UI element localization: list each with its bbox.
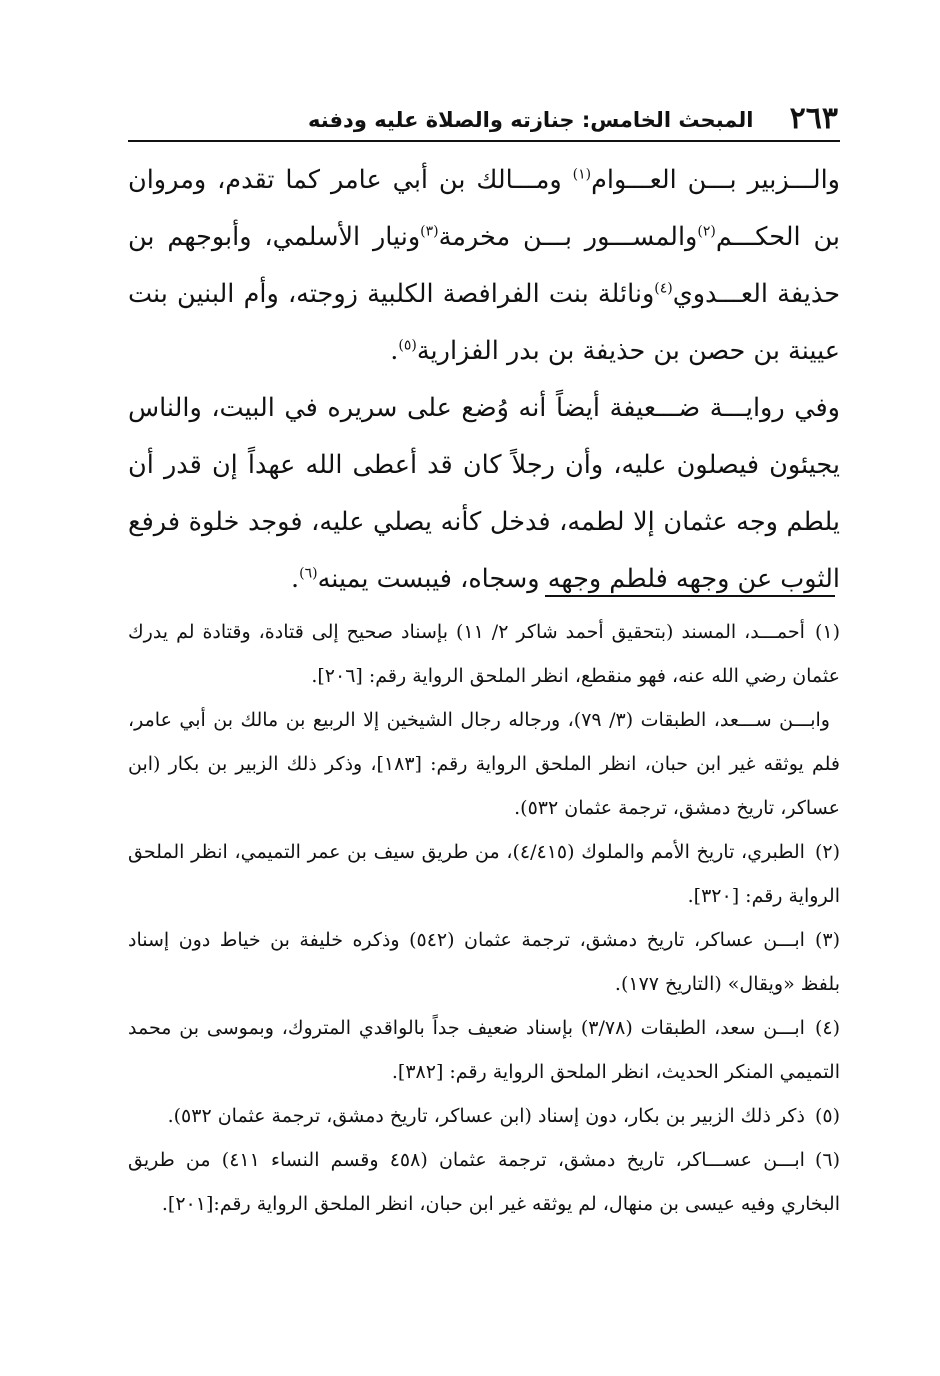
footnote-ref: (٥) xyxy=(398,337,417,354)
footnote-text: الطبري، تاريخ الأمم والملوك (٤/٤١٥)، من طريق سيف بن عمر التميمي، انظر الملحق الرواية رقم: [٣٢٠]. xyxy=(128,841,840,907)
footnote xyxy=(128,830,840,918)
footnote-number: (١) xyxy=(814,621,841,643)
footnote-number: (٦) xyxy=(814,1149,840,1171)
footnote-text: أحمـــد، المسند (بتحقيق أحمد شاكر ٢/ ١١) بإسناد صحيح إلى قتادة، وقتادة لم يدرك عثمان رضي الله عنه، فهو منقطع، انظر الملحق الرواية رقم: [٢٠٦]. xyxy=(128,621,840,687)
paragraph-1 xyxy=(128,152,840,380)
page-number: ٢٦٣ xyxy=(789,101,838,136)
footnote-ref: (٢) xyxy=(697,223,716,240)
footnote xyxy=(128,1094,840,1138)
footnote-ref: (١) xyxy=(572,166,592,183)
footnote-text: ابـــن عساكر، تاريخ دمشق، ترجمة عثمان (٥٤٢) وذكره خليفة بن خياط دون إسناد بلفظ «ويقال» (التاريخ ١٧٧). xyxy=(128,929,840,995)
footnote-ref: (٦) xyxy=(299,565,318,582)
main-text xyxy=(128,152,840,608)
footnote-text: ابـــن سعد، الطبقات (٣/٧٨) بإسناد ضعيف جداً بالواقدي المتروك، وبموسى بن محمد التميمي المنكر الحديث، انظر الملحق الرواية رقم: [٣٨٢]. xyxy=(128,1017,840,1083)
text-run: والمســـور بـــن مخرمة xyxy=(438,222,698,252)
footnote-text: ابـــن عســـاكر، تاريخ دمشق، ترجمة عثمان (٤٥٨ وقسم النساء ٤١١) من طريق البخاري وفيه عيسى بن منهال، لم يوثقه غير ابن حبان، انظر الملحق الرواية رقم:[٢٠١]. xyxy=(128,1149,840,1215)
text-run: ونيار الأسلمي، وأبوجهم بن حذيفة العـــدوي xyxy=(128,222,840,309)
footnote xyxy=(128,698,840,830)
footnote-number: (٤) xyxy=(814,1017,840,1039)
footnote-ref: (٣) xyxy=(420,223,439,240)
text-run: وفي روايـــة ضـــعيفة أيضاً أنه وُضع على سريره في البيت، والناس يجيئون فيصلون عليه، وأن رجلاً كان قد أعطى الله عهداً إن قدر أن يلطم وجه عثمان إلا لطمه، فدخل كأنه يصلي عليه، فوجد خلوة فرفع الثوب عن وجهه فلطم وجهه وسجاه، فيبست يمينه xyxy=(128,393,840,594)
text-run: . xyxy=(390,336,399,366)
page-header xyxy=(128,100,840,142)
text-run: والـــزبير بـــن العـــوام xyxy=(591,165,840,195)
running-title: المبحث الخامس: جنازته والصلاة عليه ودفنه xyxy=(308,108,754,132)
footnote xyxy=(128,918,840,1006)
paragraph-2 xyxy=(128,380,840,608)
footnote xyxy=(128,1138,840,1226)
footnote xyxy=(128,610,840,698)
footnote-number: (٢) xyxy=(814,841,840,863)
footnote xyxy=(128,1006,840,1094)
footnote-number: (٥) xyxy=(814,1105,840,1127)
footnote-text: ذكر ذلك الزبير بن بكار، دون إسناد (ابن عساكر، تاريخ دمشق، ترجمة عثمان ٥٣٢). xyxy=(167,1105,805,1127)
footnote-ref: (٤) xyxy=(654,280,673,297)
footnote-separator xyxy=(545,595,835,597)
footnote-text: وابـــن ســـعد، الطبقات (٣/ ٧٩)، ورجاله رجال الشيخين إلا الربيع بن مالك بن أبي عامر، فلم يوثقه غير ابن حبان، انظر الملحق الرواية رقم: [١٨٣]، وذكر ذلك الزبير بن بكار (ابن عساكر، تاريخ دمشق، ترجمة عثمان ٥٣٢). xyxy=(128,709,840,819)
text-run: ونائلة بنت الفرافصة الكلبية زوجته، وأم البنين بنت عيينة بن حصن بن حذيفة بن بدر الفزارية xyxy=(128,279,840,366)
footnote-number: (٣) xyxy=(814,929,840,951)
footnotes xyxy=(128,610,840,1226)
text-run: . xyxy=(291,564,300,594)
text-run: ومـــالك بن أبي عامر كما تقدم، ومروان بن الحكـــم xyxy=(128,165,840,252)
